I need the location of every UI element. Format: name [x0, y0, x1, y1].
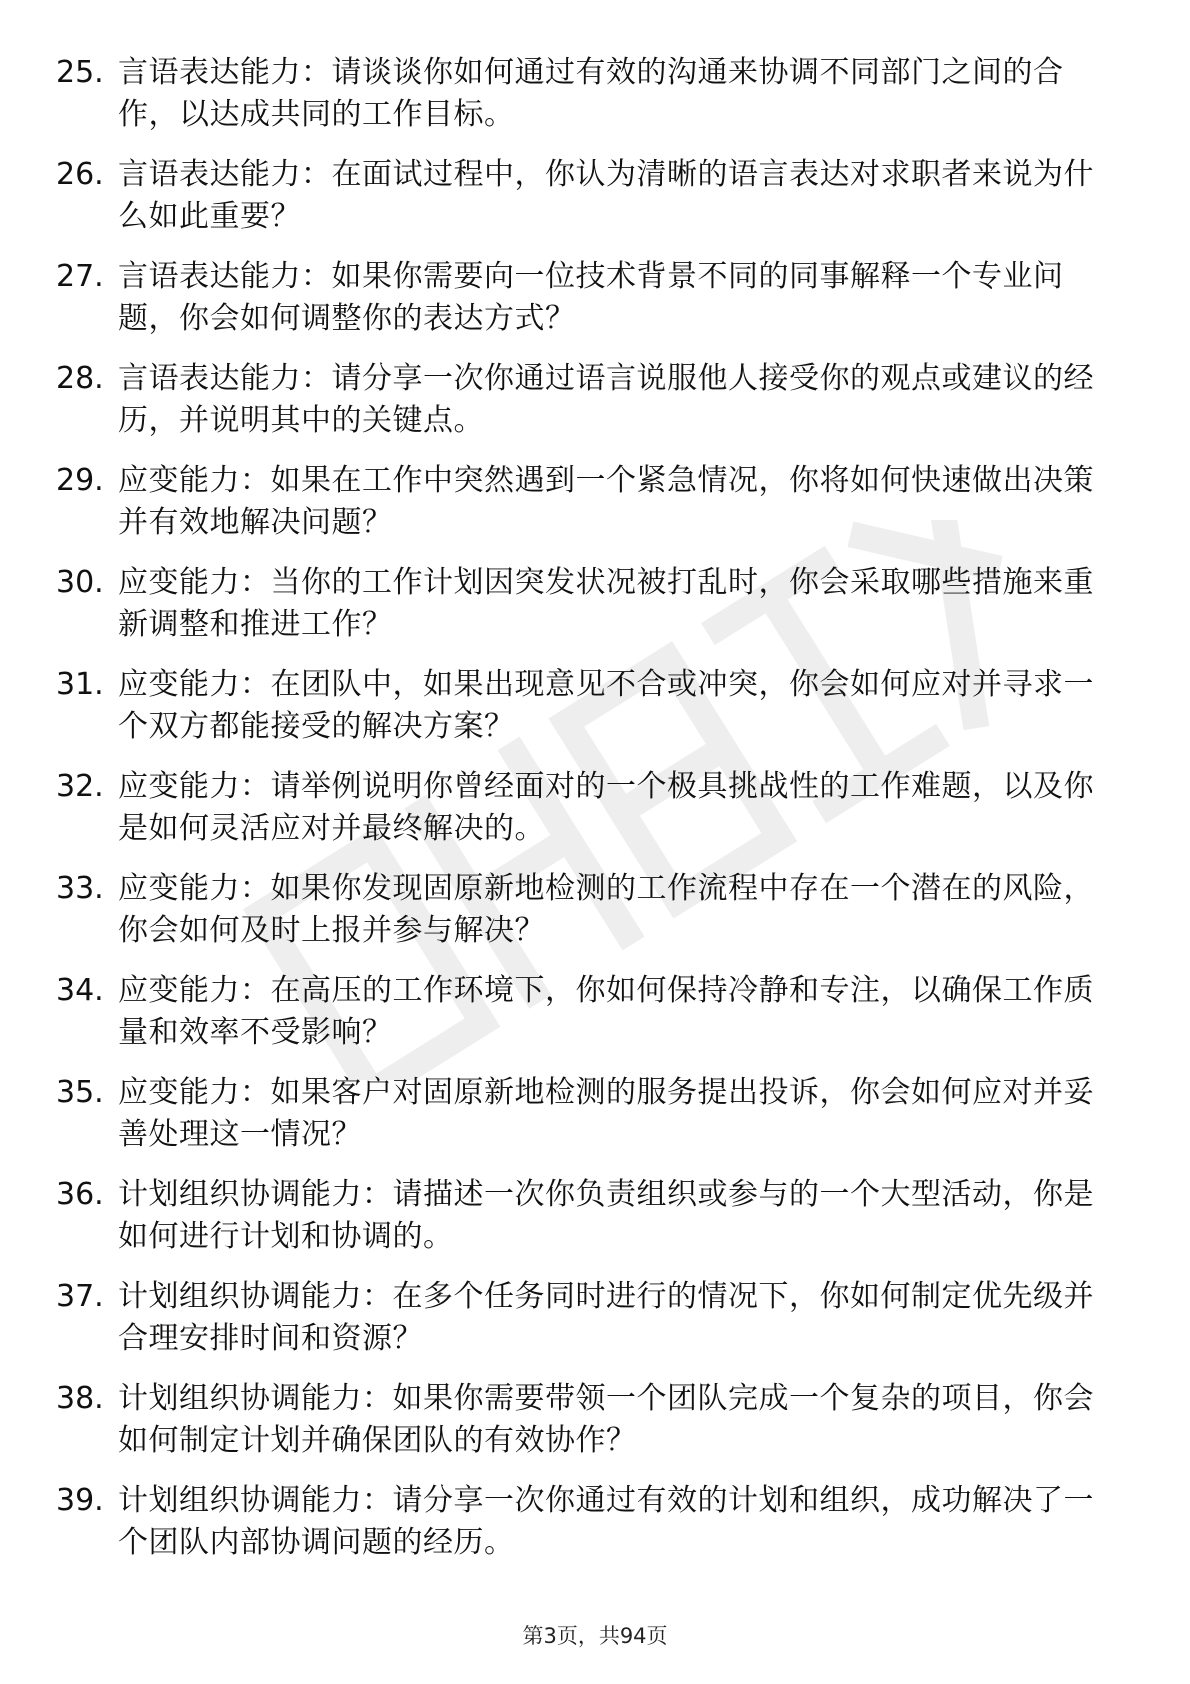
question-item [56, 1072, 1116, 1174]
question-item [56, 154, 1116, 256]
question-number: 39. [56, 1483, 104, 1518]
question-item [56, 460, 1116, 562]
question-number: 33. [56, 871, 104, 906]
question-item [56, 664, 1116, 766]
page-number-label: 第3页，共94页 [522, 1624, 668, 1648]
question-text: 应变能力：在高压的工作环境下，你如何保持冷静和专注，以确保工作质量和效率不受影响？ [118, 973, 1094, 1050]
question-text: 应变能力：如果客户对固原新地检测的服务提出投诉，你会如何应对并妥善处理这一情况？ [118, 1075, 1094, 1152]
question-number: 29. [56, 463, 104, 498]
question-item [56, 562, 1116, 664]
question-number: 30. [56, 565, 104, 600]
question-item [56, 1174, 1116, 1276]
question-text: 计划组织协调能力：请分享一次你通过有效的计划和组织，成功解决了一个团队内部协调问题的经历。 [118, 1483, 1094, 1560]
question-item [56, 1378, 1116, 1480]
question-number: 38. [56, 1381, 104, 1416]
question-text: 计划组织协调能力：如果你需要带领一个团队完成一个复杂的项目，你会如何制定计划并确保团队的有效协作？ [118, 1381, 1094, 1458]
question-item [56, 358, 1116, 460]
question-text: 计划组织协调能力：请描述一次你负责组织或参与的一个大型活动，你是如何进行计划和协调的。 [118, 1177, 1094, 1254]
question-number: 36. [56, 1177, 104, 1212]
question-text: 应变能力：在团队中，如果出现意见不合或冲突，你会如何应对并寻求一个双方都能接受的解决方案？ [118, 667, 1094, 744]
question-number: 27. [56, 259, 104, 294]
question-text: 言语表达能力：请谈谈你如何通过有效的沟通来协调不同部门之间的合作，以达成共同的工作目标。 [118, 55, 1064, 132]
question-item [56, 1276, 1116, 1378]
question-item [56, 1480, 1116, 1582]
question-text: 应变能力：如果你发现固原新地检测的工作流程中存在一个潜在的风险，你会如何及时上报并参与解决？ [118, 871, 1094, 948]
question-text: 言语表达能力：请分享一次你通过语言说服他人接受你的观点或建议的经历，并说明其中的关键点。 [118, 361, 1094, 438]
question-text: 应变能力：当你的工作计划因突发状况被打乱时，你会采取哪些措施来重新调整和推进工作？ [118, 565, 1094, 642]
question-list [56, 52, 1116, 1582]
question-number: 31. [56, 667, 104, 702]
question-number: 28. [56, 361, 104, 396]
question-number: 32. [56, 769, 104, 804]
question-text: 应变能力：请举例说明你曾经面对的一个极具挑战性的工作难题，以及你是如何灵活应对并最终解决的。 [118, 769, 1094, 846]
question-text: 言语表达能力：如果你需要向一位技术背景不同的同事解释一个专业问题，你会如何调整你的表达方式？ [118, 259, 1064, 336]
question-text: 言语表达能力：在面试过程中，你认为清晰的语言表达对求职者来说为什么如此重要？ [118, 157, 1094, 234]
question-item [56, 868, 1116, 970]
question-item [56, 970, 1116, 1072]
question-number: 35. [56, 1075, 104, 1110]
question-number: 25. [56, 55, 104, 90]
question-number: 26. [56, 157, 104, 192]
page-footer [0, 1622, 1190, 1650]
question-number: 37. [56, 1279, 104, 1314]
question-number: 34. [56, 973, 104, 1008]
question-text: 计划组织协调能力：在多个任务同时进行的情况下，你如何制定优先级并合理安排时间和资源？ [118, 1279, 1094, 1356]
question-text: 应变能力：如果在工作中突然遇到一个紧急情况，你将如何快速做出决策并有效地解决问题？ [118, 463, 1094, 540]
question-item [56, 52, 1116, 154]
question-item [56, 256, 1116, 358]
question-item [56, 766, 1116, 868]
